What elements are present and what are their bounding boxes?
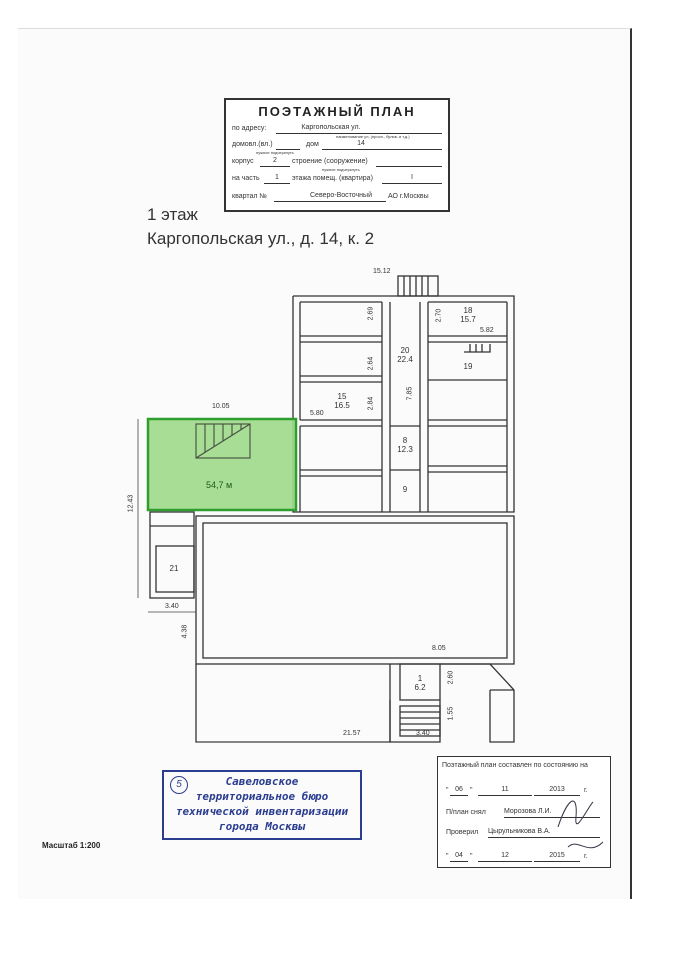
scale-label: Масштаб 1:200 — [42, 841, 101, 850]
dim-7-85: 7.85 — [406, 386, 414, 401]
checked-label: Проверил — [446, 829, 479, 836]
korpus-value: 2 — [273, 157, 277, 164]
address-label: по адресу: — [232, 125, 267, 132]
room-8: 8 12.3 — [397, 436, 413, 454]
dim-2-60: 2.60 — [447, 670, 455, 685]
date1-month: 11 — [478, 786, 532, 796]
highlighted-rental-area[interactable] — [148, 419, 296, 510]
dim-4-38: 4.38 — [181, 624, 189, 639]
room-21: 21 — [169, 564, 179, 573]
part-value: 1 — [275, 174, 279, 181]
house-hint: нужное подчеркнуть — [256, 150, 294, 155]
house-label: домовл.(вл.) — [232, 141, 273, 148]
dim-left-height: 12.43 — [127, 494, 135, 513]
date2-suffix: г. — [584, 853, 588, 860]
korpus-label: корпус — [232, 158, 254, 165]
floor-label: этажа помещ. (квартира) — [292, 175, 373, 182]
room-15: 15 16.5 — [334, 392, 350, 410]
plan-header-title: ПОЭТАЖНЫЙ ПЛАН — [258, 104, 416, 119]
address-hint: наименование ул. (просп., бульв. и т.д.) — [336, 134, 410, 139]
stamp-number: 5 — [170, 776, 188, 794]
dim-3-40-bottom: 3.40 — [416, 730, 430, 737]
stamp-line-4: города Москвы — [218, 820, 306, 833]
dim-8-05: 8.05 — [432, 645, 446, 652]
dim-left-wing-top: 10.05 — [212, 403, 230, 410]
bti-stamp — [162, 770, 362, 840]
room-1: 1 6.2 — [414, 674, 426, 692]
dim-1-55: 1.55 — [447, 706, 455, 721]
date1-year: 2013 — [534, 786, 580, 796]
room-20: 20 22.4 — [397, 346, 413, 364]
quarter-label: квартал № — [232, 193, 267, 200]
stroenie-hint: нужное подчеркнуть — [322, 167, 360, 172]
dim-top: 15.12 — [373, 268, 391, 275]
info-box: Поэтажный план составлен по состоянию на " 06 " 11 2013 г. П/план снял Морозова Л.И. Проверил Цырульникова В.А. " 04 " 12 2015 г. — [437, 756, 611, 868]
floor-value: I — [411, 174, 413, 181]
date1-suffix: г. — [584, 787, 588, 794]
room-19: 19 — [463, 362, 473, 371]
ao-value: АО г.Москвы — [388, 193, 429, 200]
dom-label: дом — [306, 141, 319, 148]
made-label: П/план снял — [446, 809, 486, 816]
dim-2-69: 2.69 — [367, 306, 375, 321]
date1-day: 06 — [450, 786, 468, 796]
highlight-area-label: 54,7 м — [206, 480, 233, 490]
floor-title: 1 этаж — [147, 205, 198, 224]
address-value: Каргопольская ул. — [301, 124, 361, 131]
address-title: Каргопольская ул., д. 14, к. 2 — [147, 229, 375, 248]
date2-month: 12 — [478, 852, 532, 862]
stamp-line-1: Савеловское — [225, 775, 299, 788]
date2-day: 04 — [450, 852, 468, 862]
part-label: на часть — [232, 175, 260, 182]
made-by: Морозова Л.И. — [504, 808, 600, 818]
signature — [548, 787, 608, 867]
room-18: 18 15.7 — [460, 306, 476, 324]
dom-value: 14 — [357, 140, 365, 147]
dim-2-70: 2.70 — [435, 308, 443, 323]
big-hall-outline — [196, 516, 514, 664]
dim-2-64: 2.64 — [367, 356, 375, 371]
dim-2-84: 2.84 — [367, 396, 375, 411]
date2-year: 2015 — [534, 852, 580, 862]
checked-by: Цырульникова В.А. — [488, 828, 600, 838]
dim-5-80: 5.80 — [310, 410, 324, 417]
info-title: Поэтажный план составлен по состоянию на — [442, 762, 588, 769]
room-9: 9 — [402, 485, 408, 494]
dim-5-82: 5.82 — [480, 327, 494, 334]
dim-3-40-left: 3.40 — [165, 603, 179, 610]
stamp-line-2: территориальное бюро — [195, 790, 329, 803]
quarter-value: Северо-Восточный — [310, 192, 372, 199]
stamp-line-3: технической инвентаризации — [175, 805, 349, 818]
dim-21-57: 21.57 — [343, 730, 361, 737]
stroenie-label: строение (сооружение) — [292, 158, 368, 165]
